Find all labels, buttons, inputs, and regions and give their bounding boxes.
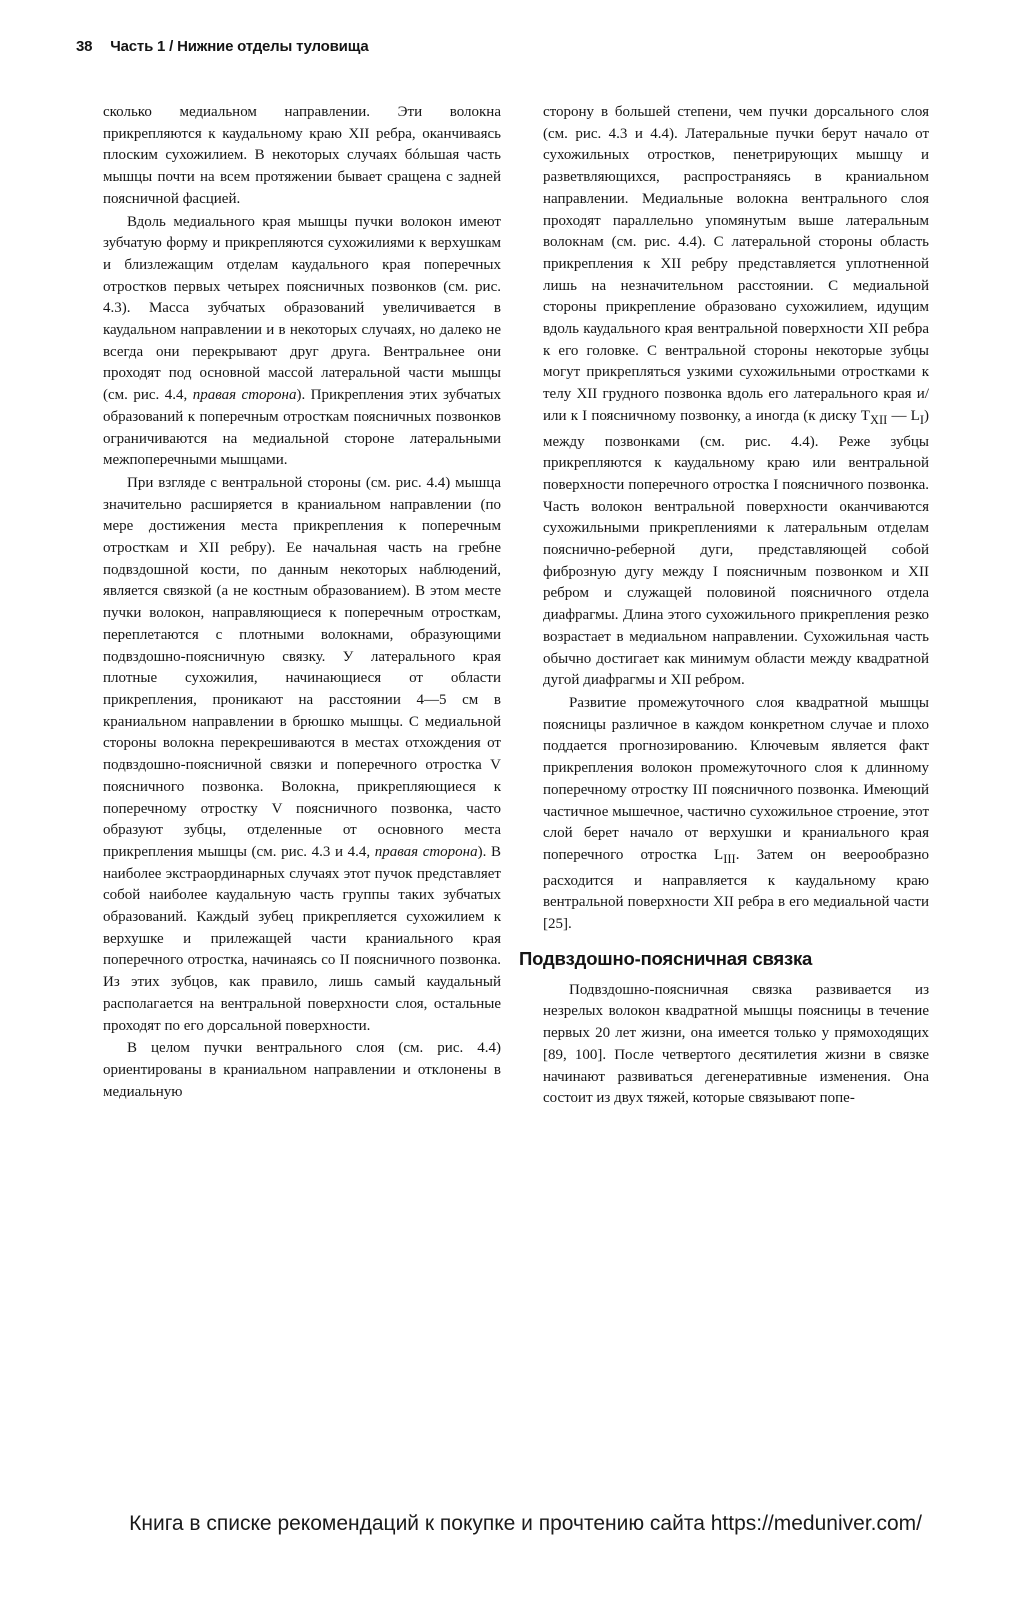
section-heading: Подвздошно-поясничная связка	[519, 947, 813, 969]
paragraph: сторону в большей степени, чем пучки дорсального слоя (см. рис. 4.3 и 4.4). Латеральные пучки берут начало от сухожильных отростков, пенетрирующих мышцу и разветвляющихся, распространяясь в краниальном направлении. Медиальные волокна вентрального слоя проходят параллельно упомянутым выше латеральным волокнам (см. рис. 4.4). С латеральной стороны область прикрепления к XII ребру представляется уплотненной лишь на незначительном расстоянии. С медиальной стороны прикрепление образовано сухожилием, идущим вдоль каудального края вентральной поверхности XII ребра к его головке. С вентральной стороны некоторые зубцы могут прикрепляться узкими сухожильными отростками к телу XII грудного позвонка вдоль его латерального края и/или к I поясничному позвонку, а иногда (к диску $T_{XII}$ — $L_I$) между позвонками (см. рис. 4.4). Реже зубцы прикрепляются к каудальному краю или вентральной поверхности поперечного отростка I поясничного позвонка. Часть волокон вентральной поверхности оканчиваются сухожильными прикреплениями к латеральным отделам пояснично-реберной дуги, представляющей собой фиброзную дугу между I поясничным позвонком и XII ребром и служащей половиной поясничного отдела диафрагмы. Длина этого сухожильного прикрепления резко возрастает в медиальном направлении. Сухожильная часть обычно достигает как минимум области между квадратной дугой диафрагмы и XII ребром.	[543, 104, 929, 689]
running-title: Часть 1 / Нижние отделы туловища	[110, 38, 369, 55]
italic-note: правая сторона	[192, 387, 297, 404]
running-header	[76, 38, 368, 55]
paragraph: Подвздошно-поясничная связка развивается из незрелых волокон квадратной мышцы поясницы в течение первых 20 лет жизни, она имеется только у прямоходящих [89, 100]. После четвертого десятилетия жизни в связке начинают развиваться дегенеративные изменения. Она состоит из двух тяжей, которые связывают попе-	[543, 981, 929, 1107]
paragraph: сколько медиальном направлении. Эти волокна прикрепляются к каудальному краю XII ребра, оканчиваясь плоским сухожилием. В некоторых случаях бóльшая часть мышцы почти на всем протяжении бывает сращена с задней поясничной фасцией.	[103, 104, 501, 207]
left-column	[103, 102, 501, 1103]
paragraph: В целом пучки вентрального слоя (см. рис. 4.4) ориентированы в краниальном направлении и отклонены в медиальную	[103, 1040, 501, 1100]
paragraph: Вдоль медиального края мышцы пучки волокон имеют зубчатую форму и прикрепляются сухожилиями к верхушкам и близлежащим отделам каудального края поперечных отростков первых четырех поясничных позвонков (см. рис. 4.3). Масса зубчатых образований увеличивается в каудальном направлении и в некоторых случаях, но далеко не всегда они перекрывают друг друга. Вентральнее они проходят под основной массой латеральной части мышцы (см. рис. 4.4, правая сторона). Прикрепления этих зубчатых образований к поперечным отросткам поясничных позвонков ограничиваются на медиальной стороне латеральными межпоперечными мышцами.	[103, 213, 501, 469]
right-column	[519, 102, 929, 1110]
footer-note: Книга в списке рекомендаций к покупке и прочтению сайта https://meduniver.com/	[129, 1512, 922, 1535]
page-number: 38	[76, 38, 93, 55]
italic-note: правая сторона	[374, 843, 478, 860]
paragraph: При взгляде с вентральной стороны (см. рис. 4.4) мышца значительно расширяется в краниальном направлении (по мере достижения места прикрепления к поперечным отросткам и XII ребру). Ее начальная часть на гребне подвздошной кости, по данным некоторых наблюдений, является связкой (а не костным образованием). В этом месте пучки волокон, направляющиеся к поперечным отросткам, переплетаются с плотными волокнами, образующими подвздошно-поясничную связку. У латерального края плотные сухожилия, начинающиеся от области прикрепления, проникают на расстоянии 4—5 см в краниальном направлении в брюшко мышцы. С медиальной стороны волокна перекрешиваются в местах отхождения от подвздошно-поясничной связки и поперечного отростка V поясничного позвонка. Волокна, прикрепляющиеся к поперечному отростку V поясничного позвонка, часто образуют зубцы, отделенные от основного места прикрепления мышцы (см. рис. 4.3 и 4.4, правая сторона). В наиболее экстраординарных случаях этот пучок представляет собой наиболее каудальную часть группы таких зубчатых образований. Каждый зубец прикрепляется сухожилием к верхушке и прилежащей части краниального края поперечного отростка, начинаясь со II поясничного позвонка. Из этих зубцов, как правило, лишь самый каудальный располагается на вентральной поверхности слоя, остальные проходят по его дорсальной поверхности.	[103, 474, 501, 1034]
paragraph: Развитие промежуточного слоя квадратной мышцы поясницы различное в каждом конкретном случае и плохо поддается прогнозированию. Ключевым является факт прикрепления волокон промежуточного слоя к длинному поперечному отростку III поясничного позвонка. Имеющий частичное мышечное, частично сухожильное строение, этот слой берет начало от верхушки и краниального края поперечного отростка $L_{III}$. Затем он веерообразно расходится и направляется к каудальному краю вентральной поверхности XII ребра в его медиальной части [25].	[543, 694, 929, 933]
